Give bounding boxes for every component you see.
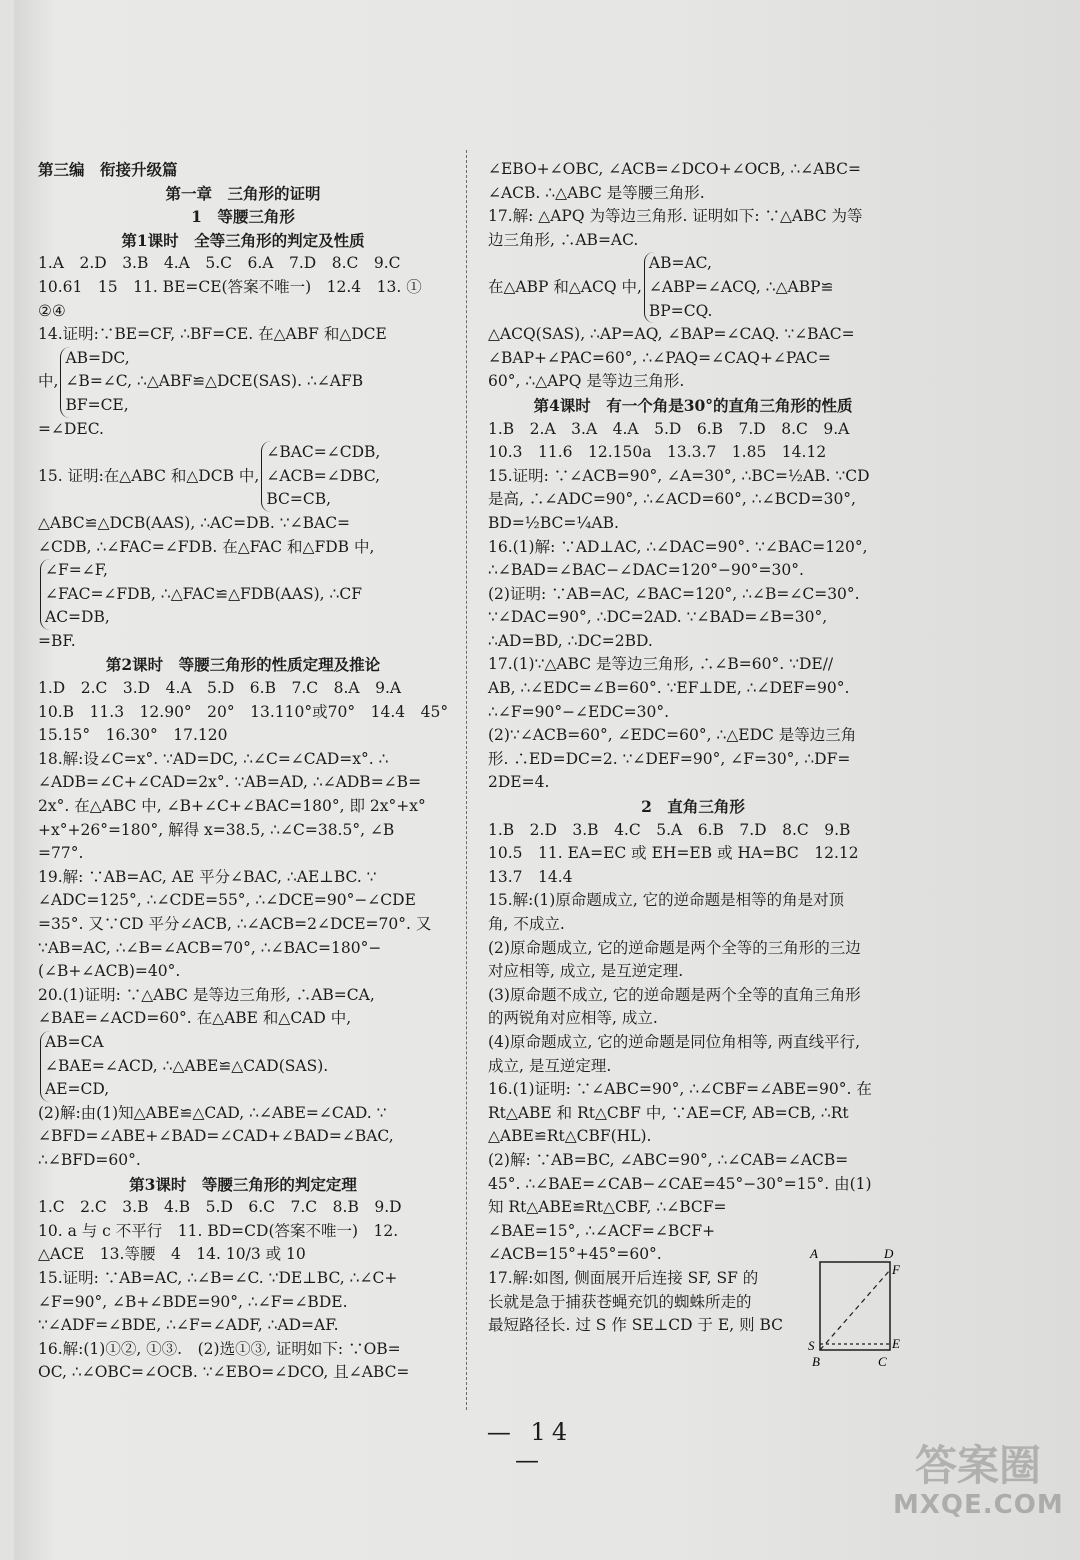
brace: [261, 441, 380, 512]
answer-line: 知 Rt△ABE≌Rt△CBF, ∴∠BCF=: [488, 1198, 727, 1217]
answer-line: (2)解:由(1)知△ABE≌△CAD, ∴∠ABE=∠CAD. ∵: [38, 1103, 387, 1122]
answer-line: ∠BAE=∠ACD=60°. 在△ABE 和△CAD 中,: [38, 1009, 352, 1028]
right-column: [488, 158, 898, 1338]
answer-line: △ACE 13.等腰 4 14. 10/3 或 10: [38, 1245, 306, 1264]
chapter-title: 第一章 三角形的证明: [165, 183, 321, 203]
answer-line: 10.5 11. EA=EC 或 EH=EB 或 HA=BC 12.12: [488, 844, 859, 863]
answer-line: 是高, ∴∠ADC=90°, ∴∠ACD=60°, ∴∠BCD=30°,: [488, 490, 856, 509]
system-row: ∠ABP=∠ACQ, ∴△ABP≌: [648, 277, 834, 296]
answer-line: 14.证明:∵BE=CF, ∴BF=CE. 在△ABF 和△DCE: [38, 325, 387, 344]
answer-line: 角, 不成立.: [488, 915, 565, 933]
answer-line: 最短路径长. 过 S 作 SE⊥CD 于 E, 则 BC: [488, 1316, 784, 1335]
answer-line: 10.B 11.3 12.90° 20° 13.110°或70° 14.4 45°: [38, 702, 449, 721]
system-row: ∠BAE=∠ACD, ∴△ABE≌△CAD(SAS).: [45, 1056, 329, 1075]
answer-line: ∠F=90°, ∠B+∠BDE=90°, ∴∠F=∠BDE.: [38, 1292, 348, 1311]
answer-line: ∠ADC=125°, ∴∠CDE=55°, ∴∠DCE=90°−∠CDE: [38, 891, 416, 910]
answer-line: (2)解: ∵AB=BC, ∠ABC=90°, ∴∠CAB=∠ACB=: [488, 1150, 849, 1169]
answer-line: OC, ∴∠OBC=∠OCB. ∵∠EBO=∠DCO, 且∠ABC=: [38, 1363, 410, 1382]
answer-line: (∠B+∠ACB)=40°.: [38, 962, 181, 981]
label-a: A: [810, 1246, 818, 1261]
answer-line: ∠ACB. ∴△ABC 是等腰三角形.: [488, 183, 705, 202]
answer-line: =∠DEC.: [38, 419, 104, 438]
answer-line: 17.(1)∵△ABC 是等边三角形, ∴∠B=60°. ∵DE//: [488, 655, 834, 674]
answer-line: 10. a 与 c 不平行 11. BD=CD(答案不唯一) 12.: [38, 1221, 399, 1240]
system-row: ∠F=∠F,: [45, 561, 108, 580]
answer-line: BD=½BC=¼AB.: [488, 513, 619, 532]
equation-system: [38, 1031, 448, 1102]
answer-line: ∵AB=AC, ∴∠B=∠ACB=70°, ∴∠BAC=180°−: [38, 938, 382, 957]
answer-line: 2x°. 在△ABC 中, ∠B+∠C+∠BAC=180°, 即 2x°+x°: [38, 797, 426, 816]
answer-line: 16.(1)证明: ∵∠ABC=90°, ∴∠CBF=∠ABE=90°. 在: [488, 1080, 872, 1099]
brace: [40, 1031, 328, 1102]
system-row: ∠BAC=∠CDB,: [266, 443, 381, 462]
system-row: BF=CE,: [65, 395, 129, 414]
answer-line: ∠ADB=∠C+∠CAD=2x°. ∵AB=AD, ∴∠ADB=∠B=: [38, 773, 422, 792]
answer-line: 15.15° 16.30° 17.120: [38, 726, 228, 745]
system-prefix: 在△ABP 和△ACQ 中,: [488, 277, 642, 296]
answer-line: =BF.: [38, 631, 76, 650]
answer-line: ∴∠BAD=∠BAC−∠DAC=120°−90°=30°.: [488, 561, 804, 580]
answer-line: 13.7 14.4: [488, 867, 573, 886]
left-column: [38, 158, 448, 1385]
answer-line: 18.解:设∠C=x°. ∵AD=DC, ∴∠C=∠CAD=x°. ∴: [38, 749, 389, 768]
label-e: E: [892, 1336, 900, 1351]
answer-line: 15.证明: ∵AB=AC, ∴∠B=∠C. ∵DE⊥BC, ∴∠C+: [38, 1268, 398, 1287]
answer-line: +x°+26°=180°, 解得 x=38.5, ∴∠C=38.5°, ∠B: [38, 820, 395, 839]
answer-line: 的两锐角对应相等, 成立.: [488, 1009, 658, 1028]
cylinder-unfold-figure: [808, 1246, 898, 1376]
part-title: 第三编 衔接升级篇: [38, 160, 178, 179]
answer-line: 20.(1)证明: ∵△ABC 是等边三角形, ∴AB=CA,: [38, 985, 375, 1004]
system-row: AB=CA: [45, 1032, 104, 1051]
answer-line: ∴∠BFD=60°.: [38, 1150, 141, 1169]
answer-line: ②④: [38, 301, 66, 320]
system-row: AE=CD,: [45, 1080, 110, 1099]
answer-line: 17.解: △APQ 为等边三角形. 证明如下: ∵△ABC 为等: [488, 207, 863, 226]
answer-line: ∵∠DAC=90°, ∴DC=2AD. ∵∠BAD=∠B=30°,: [488, 608, 828, 627]
answer-line: ∴∠F=90°−∠EDC=30°.: [488, 702, 670, 721]
system-row: ∠FAC=∠FDB, ∴△FAC≌△FDB(AAS), ∴CF: [45, 584, 363, 603]
answer-line: ∠BAP+∠PAC=60°, ∴∠PAQ=∠CAQ+∠PAC=: [488, 348, 831, 367]
page-number: — 14 —: [486, 1418, 574, 1474]
answer-line: 形. ∴ED=DC=2. ∵∠DEF=90°, ∠F=30°, ∴DF=: [488, 749, 851, 768]
brace: [40, 559, 362, 630]
answer-line: ∠ACB=15°+45°=60°.: [488, 1245, 662, 1264]
answer-line: 10.3 11.6 12.150a 13.3.7 1.85 14.12: [488, 443, 827, 462]
answer-line: 15.证明: ∵∠ACB=90°, ∠A=30°, ∴BC=½AB. ∵CD: [488, 466, 870, 485]
figure-rect: [820, 1262, 890, 1350]
equation-system: [488, 252, 898, 323]
label-c: C: [878, 1354, 887, 1369]
lesson-title: 第1课时 全等三角形的判定及性质: [121, 230, 365, 250]
answer-line: 15.解:(1)原命题成立, 它的逆命题是相等的角是对顶: [488, 891, 845, 910]
system-row: AB=DC,: [65, 348, 130, 367]
equation-system: [38, 347, 448, 418]
answer-line: =35°. 又∵CD 平分∠ACB, ∴∠ACB=2∠DCE=70°. 又: [38, 915, 432, 933]
answer-line: △ABC≌△DCB(AAS), ∴AC=DB. ∵∠BAC=: [38, 513, 351, 532]
answer-line: 19.解: ∵AB=AC, AE 平分∠BAC, ∴AE⊥BC. ∵: [38, 867, 377, 886]
answer-line: 60°, ∴△APQ 是等边三角形.: [488, 372, 685, 391]
system-prefix: 15. 证明:在△ABC 和△DCB 中,: [38, 466, 260, 485]
answer-line: 1.D 2.C 3.D 4.A 5.D 6.B 7.C 8.A 9.A: [38, 679, 402, 698]
answer-line: ∠EBO+∠OBC, ∠ACB=∠DCO+∠OCB, ∴∠ABC=: [488, 160, 861, 178]
label-b: B: [812, 1354, 820, 1369]
column-divider: [466, 150, 467, 1410]
answer-line: 对应相等, 成立, 是互逆定理.: [488, 962, 684, 981]
answer-line: Rt△ABE 和 Rt△CBF 中, ∵AE=CF, AB=CB, ∴Rt: [488, 1103, 849, 1122]
answer-line: 1.B 2.D 3.B 4.C 5.A 6.B 7.D 8.C 9.B: [488, 820, 851, 839]
system-row: BP=CQ.: [648, 301, 713, 320]
page-number-value: 14: [530, 1418, 574, 1446]
watermark-bottom: MXQE.COM: [893, 1490, 1064, 1520]
system-row: AC=DB,: [45, 608, 110, 627]
answer-line: ∠CDB, ∴∠FAC=∠FDB. 在△FAC 和△FDB 中,: [38, 537, 375, 556]
answer-line: 1.A 2.D 3.B 4.A 5.C 6.A 7.D 8.C 9.C: [38, 254, 401, 273]
answer-line: 17.解:如图, 侧面展开后连接 SF, SF 的: [488, 1268, 759, 1287]
system-prefix: 中,: [38, 372, 59, 391]
answer-line: 长就是急于捕获苍蝇充饥的蜘蛛所走的: [488, 1292, 752, 1311]
equation-system: [38, 559, 448, 630]
answer-line: (2)证明: ∵AB=AC, ∠BAC=120°, ∴∠B=∠C=30°.: [488, 584, 860, 603]
label-d: D: [884, 1246, 894, 1261]
answer-line: 2DE=4.: [488, 773, 550, 792]
system-row: BC=CB,: [266, 490, 332, 509]
section-title: 2 直角三角形: [641, 797, 745, 817]
figure-diagonal: [820, 1270, 890, 1350]
answer-line: 成立, 是互逆定理.: [488, 1056, 612, 1075]
answer-line: (4)原命题成立, 它的逆命题是同位角相等, 两直线平行,: [488, 1032, 861, 1051]
watermark-top: 答案圈: [914, 1441, 1041, 1490]
brace: [644, 252, 834, 323]
answer-line: △ACQ(SAS), ∴AP=AQ, ∠BAP=∠CAQ. ∵∠BAC=: [488, 325, 855, 344]
answer-line: (3)原命题不成立, 它的逆命题是两个全等的直角三角形: [488, 985, 861, 1004]
answer-line: 边三角形, ∴AB=AC.: [488, 230, 639, 249]
system-row: AB=AC,: [648, 254, 712, 273]
answer-line: △ABE≌Rt△CBF(HL).: [488, 1127, 652, 1146]
answer-line: 10.61 15 11. BE=CE(答案不唯一) 12.4 13. ①: [38, 277, 422, 296]
answer-line: ∴AD=BD, ∴DC=2BD.: [488, 631, 653, 650]
lesson-title: 第2课时 等腰三角形的性质定理及推论: [105, 655, 381, 675]
label-f: F: [892, 1262, 900, 1277]
answer-line: ∠BAE=15°, ∴∠ACF=∠BCF+: [488, 1221, 716, 1240]
system-row: ∠B=∠C, ∴△ABF≌△DCE(SAS). ∴∠AFB: [65, 372, 364, 391]
lesson-title: 第4课时 有一个角是30°的直角三角形的性质: [533, 395, 853, 415]
lesson-title: 第3课时 等腰三角形的判定定理: [129, 1174, 357, 1194]
answer-line: AB, ∴∠EDC=∠B=60°. ∵EF⊥DE, ∴∠DEF=90°.: [488, 679, 850, 698]
answer-line: ∠BFD=∠ABE+∠BAD=∠CAD+∠BAD=∠BAC,: [38, 1127, 394, 1146]
answer-line: (2)原命题成立, 它的逆命题是两个全等的三角形的三边: [488, 938, 861, 957]
answer-line: 45°. ∴∠BAE=∠CAB−∠CAE=45°−30°=15°. 由(1): [488, 1174, 872, 1193]
answer-line: 16.(1)解: ∵AD⊥AC, ∴∠DAC=90°. ∵∠BAC=120°,: [488, 537, 868, 556]
answer-line: ∵∠ADF=∠BDE, ∴∠F=∠ADF, ∴AD=AF.: [38, 1316, 339, 1335]
answer-line: =77°.: [38, 844, 84, 863]
answer-line: 16.解:(1)①②, ①③. (2)选①③, 证明如下: ∵OB=: [38, 1339, 401, 1358]
section-title: 1 等腰三角形: [191, 207, 295, 227]
brace: [60, 347, 363, 418]
label-s: S: [808, 1338, 815, 1353]
watermark-logo: [893, 1442, 1063, 1542]
answer-line: 1.B 2.A 3.A 4.A 5.D 6.B 7.D 8.C 9.A: [488, 419, 850, 438]
equation-system: [38, 441, 448, 512]
answer-line: (2)∵∠ACB=60°, ∠EDC=60°, ∴△EDC 是等边三角: [488, 726, 857, 745]
system-row: ∠ACB=∠DBC,: [266, 466, 381, 485]
answer-line: 1.C 2.C 3.B 4.B 5.D 6.C 7.C 8.B 9.D: [38, 1198, 402, 1217]
